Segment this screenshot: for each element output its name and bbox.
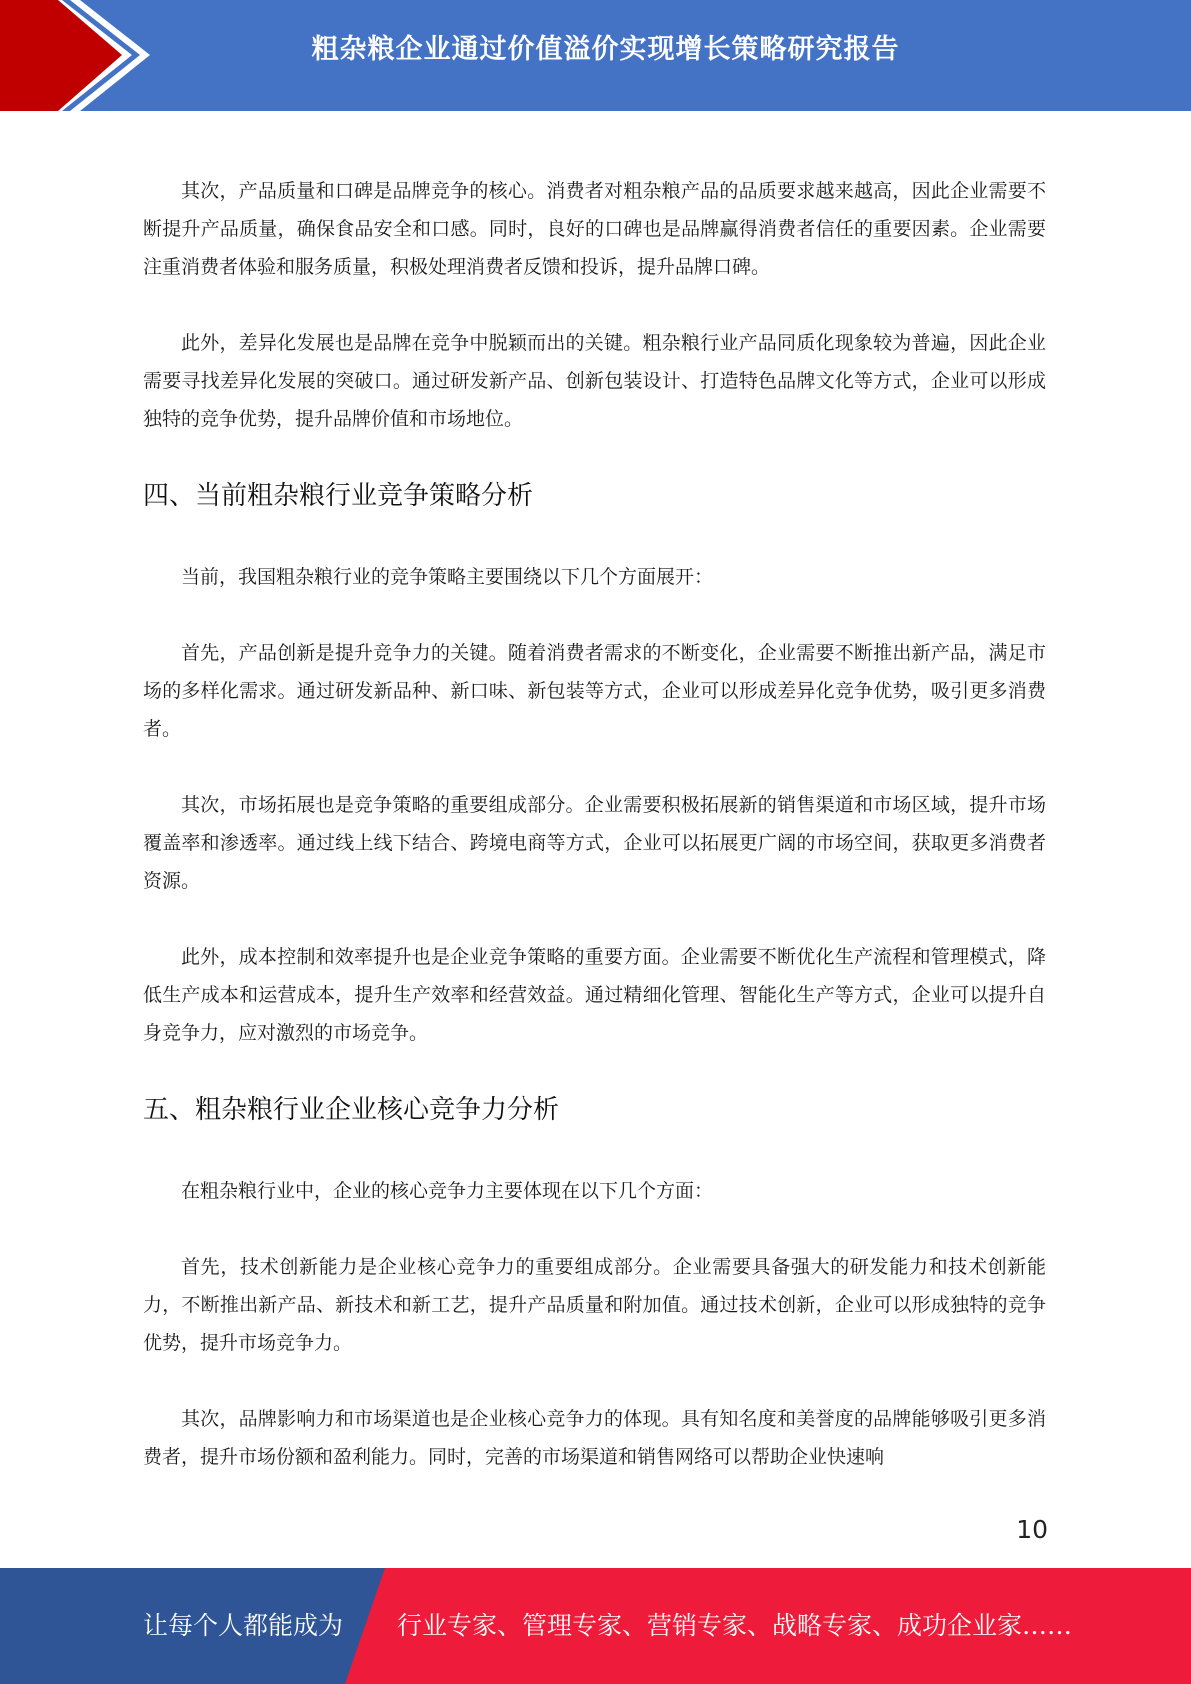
paragraph: 其次，产品质量和口碑是品牌竞争的核心。消费者对粗杂粮产品的品质要求越来越高，因此企业需要不断提升产品质量，确保食品安全和口感。同时，良好的口碑也是品牌赢得消费者信任的重要因素。企业需要注重消费者体验和服务质量，积极处理消费者反馈和投诉，提升品牌口碑。 — [143, 180, 1046, 278]
document-body — [143, 172, 1046, 1514]
paragraph: 在粗杂粮行业中，企业的核心竞争力主要体现在以下几个方面： — [181, 1180, 714, 1202]
footer-slogan-left: 让每个人都能成为 — [143, 1611, 344, 1640]
page-number: 10 — [1016, 1515, 1048, 1544]
paragraph: 首先，技术创新能力是企业核心竞争力的重要组成部分。企业需要具备强大的研发能力和技术创新能力，不断推出新产品、新技术和新工艺，提升产品质量和附加值。通过技术创新，企业可以形成独特的竞争优势，提升市场竞争力。 — [143, 1256, 1046, 1354]
paragraph: 其次，品牌影响力和市场渠道也是企业核心竞争力的体现。具有知名度和美誉度的品牌能够吸引更多消费者，提升市场份额和盈利能力。同时，完善的市场渠道和销售网络可以帮助企业快速响 — [143, 1408, 1046, 1468]
paragraph: 此外，成本控制和效率提升也是企业竞争策略的重要方面。企业需要不断优化生产流程和管理模式，降低生产成本和运营成本，提升生产效率和经营效益。通过精细化管理、智能化生产等方式，企业可以提升自身竞争力，应对激烈的市场竞争。 — [143, 946, 1046, 1044]
paragraph: 当前，我国粗杂粮行业的竞争策略主要围绕以下几个方面展开： — [181, 566, 714, 588]
section-heading-4: 四、当前粗杂粮行业竞争策略分析 — [143, 481, 534, 511]
page-header — [0, 0, 1191, 111]
paragraph: 其次，市场拓展也是竞争策略的重要组成部分。企业需要积极拓展新的销售渠道和市场区域，提升市场覆盖率和渗透率。通过线上线下结合、跨境电商等方式，企业可以拓展更广阔的市场空间，获取更多消费者资源。 — [143, 794, 1046, 892]
section-heading-5: 五、粗杂粮行业企业核心竞争力分析 — [143, 1095, 560, 1125]
page-footer — [0, 1568, 1191, 1684]
paragraph: 首先，产品创新是提升竞争力的关键。随着消费者需求的不断变化，企业需要不断推出新产品，满足市场的多样化需求。通过研发新品种、新口味、新包装等方式，企业可以形成差异化竞争优势，吸引更多消费者。 — [143, 642, 1046, 740]
paragraph: 此外，差异化发展也是品牌在竞争中脱颖而出的关键。粗杂粮行业产品同质化现象较为普遍，因此企业需要寻找差异化发展的突破口。通过研发新产品、创新包装设计、打造特色品牌文化等方式，企业可以形成独特的竞争优势，提升品牌价值和市场地位。 — [143, 332, 1046, 430]
header-title: 粗杂粮企业通过价值溢价实现增长策略研究报告 — [311, 34, 900, 65]
footer-slogan-right: 行业专家、管理专家、营销专家、战略专家、成功企业家…… — [397, 1611, 1073, 1640]
header-arrow-decoration — [0, 0, 160, 111]
